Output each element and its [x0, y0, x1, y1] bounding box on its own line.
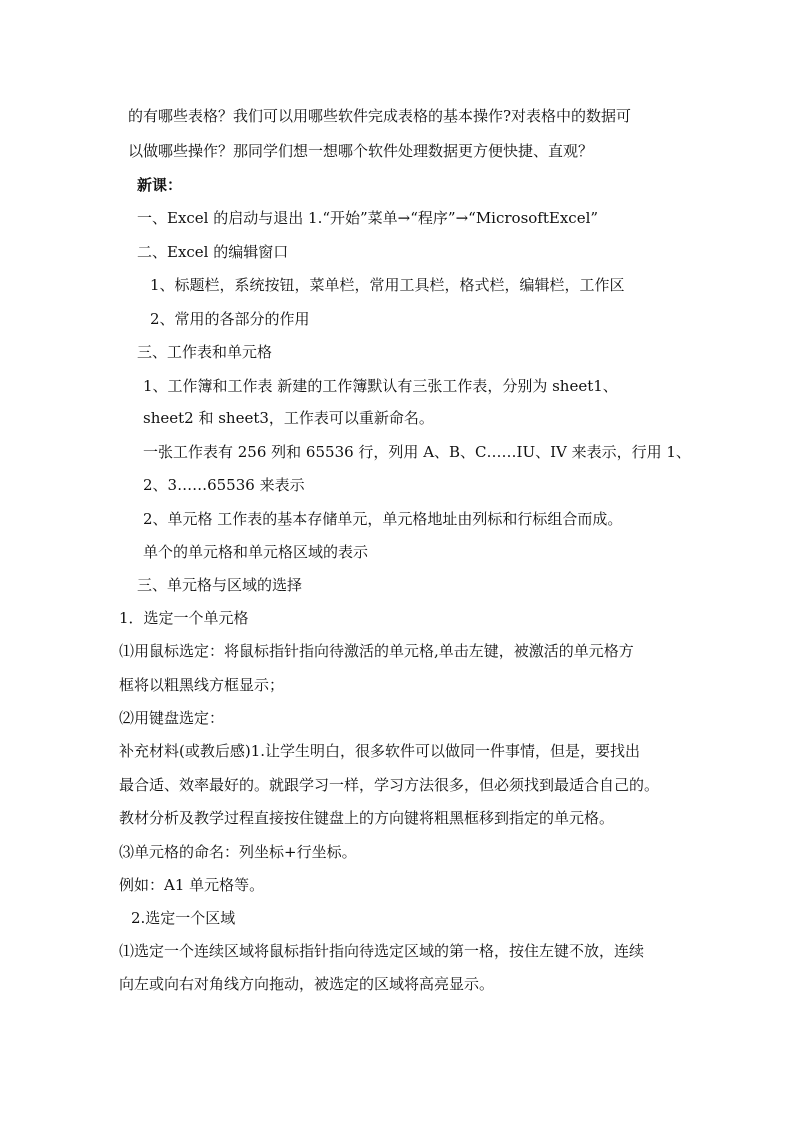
text-line: 1．选定一个单元格: [119, 609, 249, 627]
text-line: 以做哪些操作？那同学们想一想哪个软件处理数据更方便快捷、直观？: [128, 142, 594, 160]
text-line: 2.选定一个区域: [131, 909, 236, 927]
text-line: 二、Excel 的编辑窗口: [137, 243, 289, 261]
text-line: 三、单元格与区域的选择: [137, 576, 303, 594]
text-line: 1、工作簿和工作表 新建的工作簿默认有三张工作表，分别为 sheet1、: [143, 377, 618, 395]
text-line: ⑴选定一个连续区域将鼠标指针指向待选定区域的第一格，按住左键不放，连续: [119, 942, 645, 960]
text-line: 教材分析及教学过程直接按住键盘上的方向键将粗黑框移到指定的单元格。: [119, 809, 615, 827]
section-heading: 新课：: [137, 176, 183, 194]
text-line: 2、3……65536 来表示: [143, 476, 305, 494]
text-line: 最合适、效率最好的。就跟学习一样，学习方法很多，但必须找到最适合自己的。: [119, 776, 660, 794]
text-line: 2、常用的各部分的作用: [150, 310, 310, 328]
text-line: 例如：A1 单元格等。: [119, 876, 265, 894]
text-line: 1、标题栏，系统按钮，菜单栏，常用工具栏，格式栏，编辑栏，工作区: [150, 276, 625, 294]
text-line: 框将以粗黑线方框显示；: [119, 676, 285, 694]
text-line: 补充材料(或教后感)1.让学生明白，很多软件可以做同一件事情，但是，要找出: [119, 742, 641, 760]
text-line: 2、单元格 工作表的基本存储单元，单元格地址由列标和行标组合而成。: [143, 510, 623, 528]
text-line: ⑴用鼠标选定：将鼠标指针指向待激活的单元格,单击左键，被激活的单元格方: [119, 642, 634, 660]
text-line: 一、Excel 的启动与退出 1.“开始”菜单→“程序”→“MicrosoftExcel”: [137, 209, 599, 227]
text-line: 一张工作表有 256 列和 65536 行，列用 A、B、C……IU、IV 来表示，行用 1、: [143, 443, 691, 461]
text-line: ⑶单元格的命名：列坐标+行坐标。: [119, 843, 357, 861]
text-line: sheet2 和 sheet3，工作表可以重新命名。: [143, 409, 434, 427]
text-line: 的有哪些表格？我们可以用哪些软件完成表格的基本操作?对表格中的数据可: [128, 107, 632, 125]
text-line: ⑵用键盘选定：: [119, 709, 225, 727]
text-line: 向左或向右对角线方向拖动，被选定的区域将高亮显示。: [119, 975, 495, 993]
text-line: 三、工作表和单元格: [137, 343, 273, 361]
text-line: 单个的单元格和单元格区域的表示: [143, 543, 369, 561]
